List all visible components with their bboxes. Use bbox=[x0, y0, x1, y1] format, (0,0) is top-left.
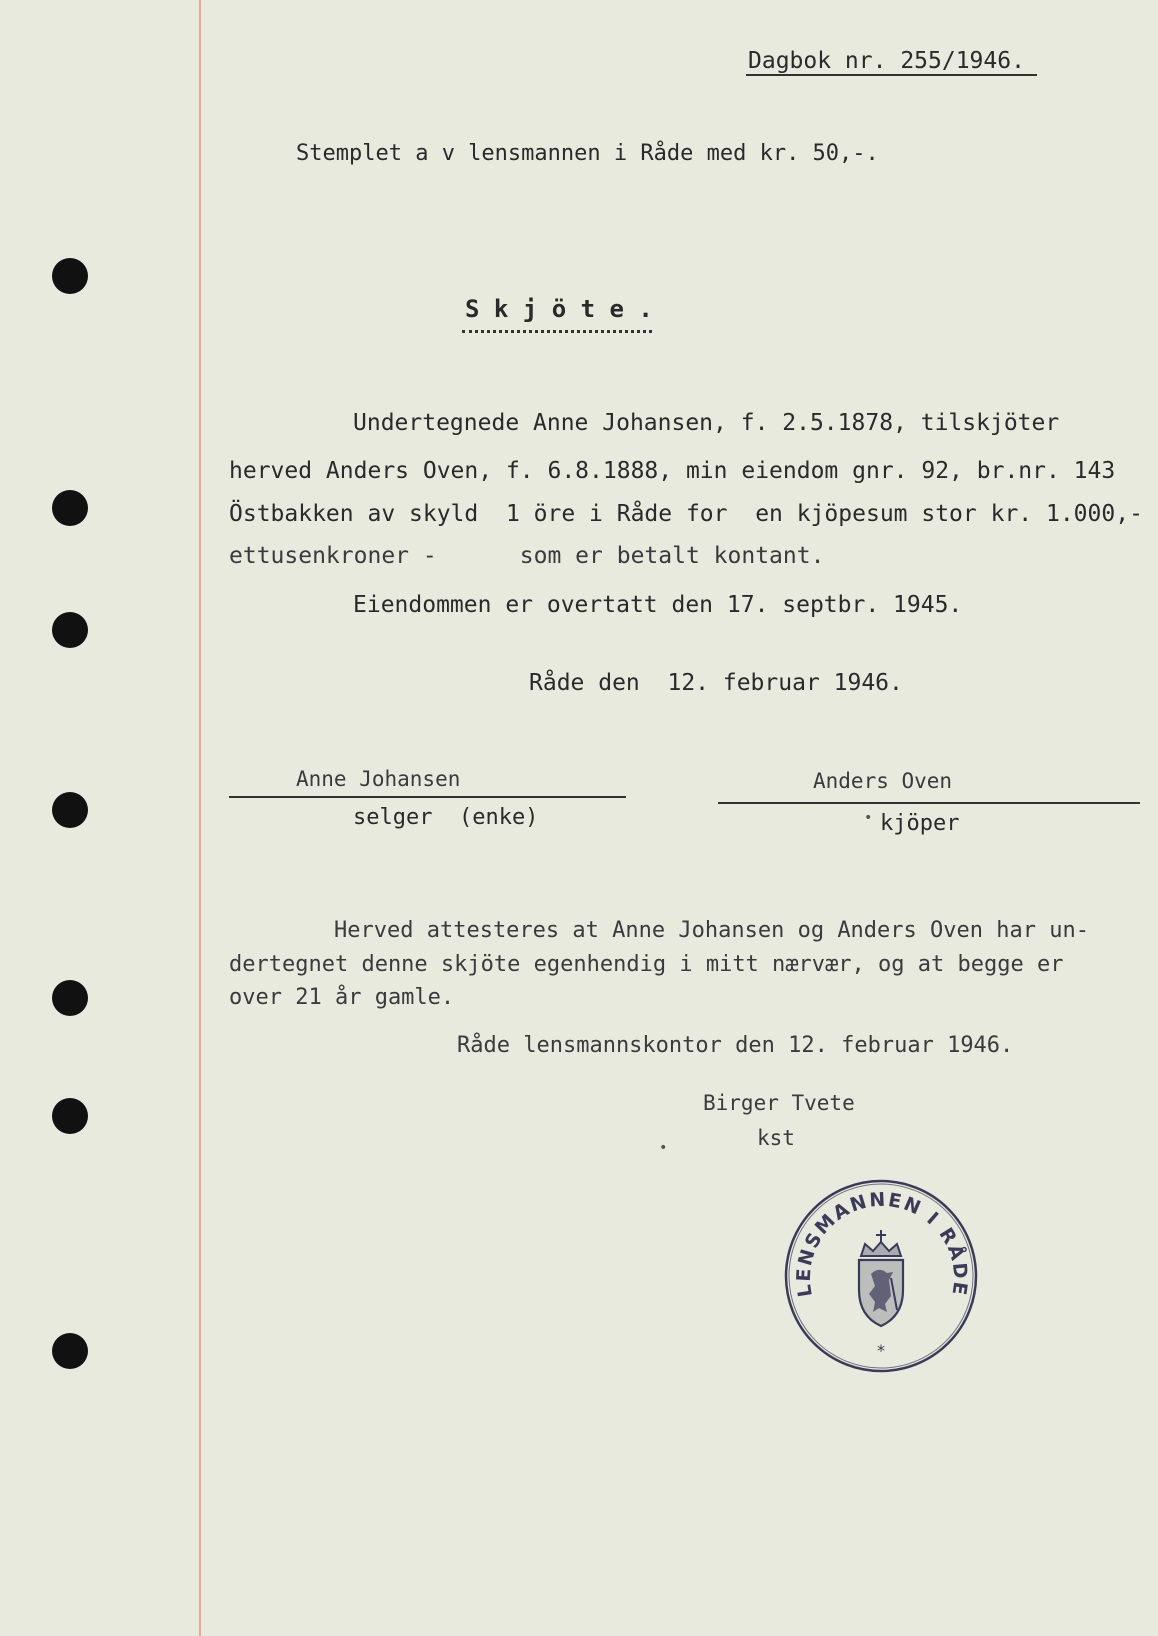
lensmann-seal bbox=[783, 1178, 979, 1374]
body-line: ettusenkroner - som er betalt kontant. bbox=[229, 543, 825, 569]
office-date: Råde lensmannskontor den 12. februar 1946. bbox=[457, 1033, 1014, 1058]
speck: • bbox=[659, 1140, 668, 1156]
margin-line bbox=[199, 0, 201, 1636]
punch-hole bbox=[52, 980, 88, 1016]
attestation-line: over 21 år gamle. bbox=[229, 985, 455, 1010]
buyer-signature-line bbox=[718, 802, 1140, 804]
punch-hole bbox=[52, 1098, 88, 1134]
punch-hole bbox=[52, 1333, 88, 1369]
body-line: Östbakken av skyld 1 öre i Råde for en kjöpesum stor kr. 1.000,- bbox=[229, 501, 1143, 527]
crown-icon bbox=[861, 1230, 901, 1256]
body-line: Undertegnede Anne Johansen, f. 2.5.1878, tilskjöter bbox=[353, 410, 1060, 436]
stamp-note: Stemplet a v lensmannen i Råde med kr. 50,-. bbox=[296, 141, 879, 166]
punch-hole bbox=[52, 258, 88, 294]
official-name: Birger Tvete bbox=[703, 1091, 855, 1115]
seal-star: * bbox=[877, 1341, 885, 1360]
seller-signature: Anne Johansen bbox=[296, 767, 461, 791]
body-line: herved Anders Oven, f. 6.8.1888, min eiendom gnr. 92, br.nr. 143 bbox=[229, 458, 1116, 484]
seller-signature-line bbox=[229, 796, 626, 798]
document-title: S k j ö t e . bbox=[465, 295, 653, 323]
punch-hole bbox=[52, 490, 88, 526]
buyer-role: kjöper bbox=[880, 811, 960, 836]
punch-hole bbox=[52, 792, 88, 828]
seal-text: LENSMANNEN I RÅDE bbox=[792, 1188, 972, 1299]
dagbok-number: Dagbok nr. 255/1946. bbox=[748, 48, 1025, 74]
punch-hole bbox=[52, 612, 88, 648]
title-underline bbox=[462, 330, 652, 333]
coat-of-arms-icon bbox=[859, 1260, 903, 1326]
attestation-line: Herved attesteres at Anne Johansen og Anders Oven har un- bbox=[334, 918, 1089, 943]
attestation-line: dertegnet denne skjöte egenhendig i mitt nærvær, og at begge er bbox=[229, 952, 1064, 977]
official-title: kst bbox=[757, 1126, 795, 1150]
seller-role: selger (enke) bbox=[353, 805, 539, 830]
dagbok-underline bbox=[746, 74, 1037, 76]
place-date: Råde den 12. februar 1946. bbox=[529, 670, 903, 696]
speck: • bbox=[864, 810, 873, 826]
buyer-signature: Anders Oven bbox=[813, 769, 953, 793]
body-line: Eiendommen er overtatt den 17. septbr. 1945. bbox=[353, 592, 963, 618]
